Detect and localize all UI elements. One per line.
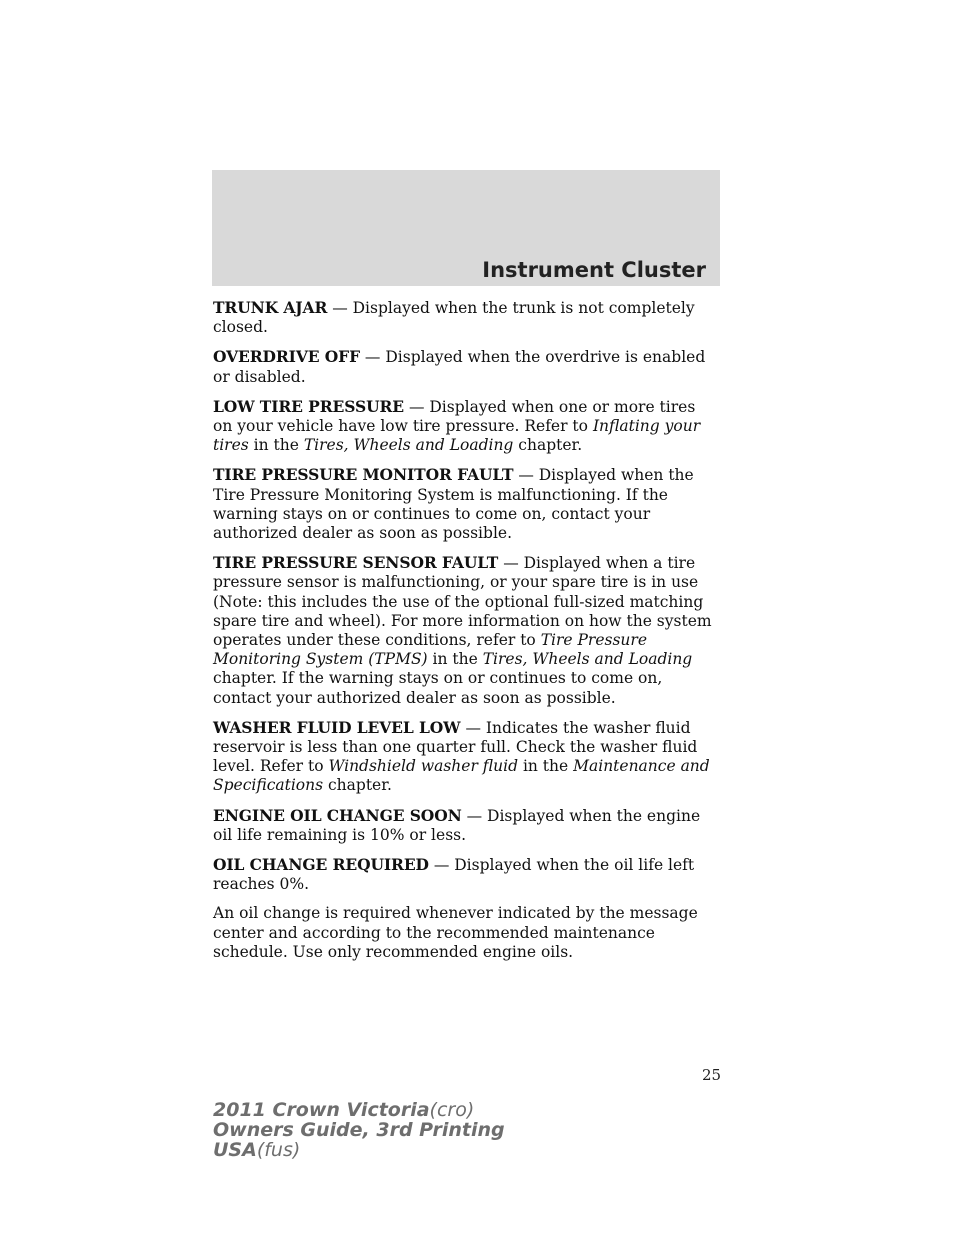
entry-oil-change-required — [213, 855, 718, 894]
entry-overdrive-off — [213, 347, 718, 386]
entry-term: TIRE PRESSURE MONITOR FAULT — [213, 465, 514, 485]
entry-text: chapter. If the warning stays on or continues to come on, contact your authorized dealer as soon as possible. — [213, 669, 663, 707]
entry-text: chapter. — [513, 436, 583, 455]
entry-term: OIL CHANGE REQUIRED — [213, 855, 429, 875]
page-content — [213, 298, 718, 972]
cross-reference: Inflating your tires — [213, 417, 701, 455]
footer-line-2: Owners Guide, 3rd Printing — [213, 1119, 505, 1141]
entry-low-tire-pressure — [213, 397, 718, 456]
footer-line-1 — [213, 1100, 505, 1120]
footer-model: 2011 Crown Victoria — [213, 1099, 430, 1121]
chapter-header-band — [212, 170, 720, 286]
entry-term: OVERDRIVE OFF — [213, 347, 360, 367]
entry-text: — Displayed when the Tire Pressure Monitoring System is malfunctioning. If the warning stays on or continues to come on, contact your authorized dealer as soon as possible. — [213, 466, 694, 543]
entry-text: — Displayed when one or more tires on your vehicle have low tire pressure. Refer to — [213, 397, 696, 436]
entry-text: — Displayed when a tire pressure sensor is malfunctioning, or your spare tire is in use (Note: this includes the use of the optional full-sized matching spare tire and wheel). For more information on how the system operates under these conditions, refer to — [213, 554, 712, 650]
entry-text: — Displayed when the oil life left reaches 0%. — [213, 856, 695, 894]
footer-line-3 — [213, 1140, 505, 1160]
entry-term: TRUNK AJAR — [213, 298, 328, 317]
footer-market-code: (fus) — [256, 1139, 301, 1161]
entry-text: in the — [427, 650, 483, 669]
cross-reference: Maintenance and Specifications — [213, 757, 710, 795]
entry-engine-oil-change-soon — [213, 806, 718, 845]
page-number: 25 — [702, 1066, 722, 1084]
cross-reference: Windshield washer fluid — [328, 757, 519, 776]
footer-market: USA — [213, 1139, 257, 1161]
entry-term: TIRE PRESSURE SENSOR FAULT — [213, 553, 499, 573]
cross-reference: Tires, Wheels and Loading — [303, 436, 514, 455]
closing-paragraph: An oil change is required whenever indicated by the message center and according to the recommended maintenance schedule. Use only recommended engine oils. — [213, 904, 698, 961]
entry-term: LOW TIRE PRESSURE — [213, 396, 404, 416]
entry-text: in the — [248, 436, 304, 455]
entry-text: — Displayed when the engine oil life remaining is 10% or less. — [213, 806, 701, 844]
entry-term: ENGINE OIL CHANGE SOON — [213, 805, 462, 825]
entry-tire-pressure-sensor-fault — [213, 553, 718, 708]
cross-reference: Tire Pressure Monitoring System (TPMS) — [213, 631, 647, 669]
entry-text: chapter. — [323, 776, 392, 795]
entry-trunk-ajar — [213, 298, 718, 337]
cross-reference: Tires, Wheels and Loading — [482, 650, 693, 669]
entry-text: — Displayed when the trunk is not completely closed. — [213, 299, 695, 337]
entry-washer-fluid-level-low — [213, 718, 718, 796]
entry-tire-pressure-monitor-fault — [213, 465, 718, 543]
entry-text: — Displayed when the overdrive is enabled or disabled. — [213, 348, 706, 386]
document-footer — [213, 1100, 505, 1160]
footer-model-code: (cro) — [429, 1099, 475, 1121]
entry-text: — Indicates the washer fluid reservoir is less than one quarter full. Check the washer fluid level. Refer to — [213, 718, 698, 776]
entry-term: WASHER FLUID LEVEL LOW — [213, 717, 461, 737]
entry-text: in the — [518, 757, 574, 776]
chapter-title: Instrument Cluster — [482, 258, 706, 282]
